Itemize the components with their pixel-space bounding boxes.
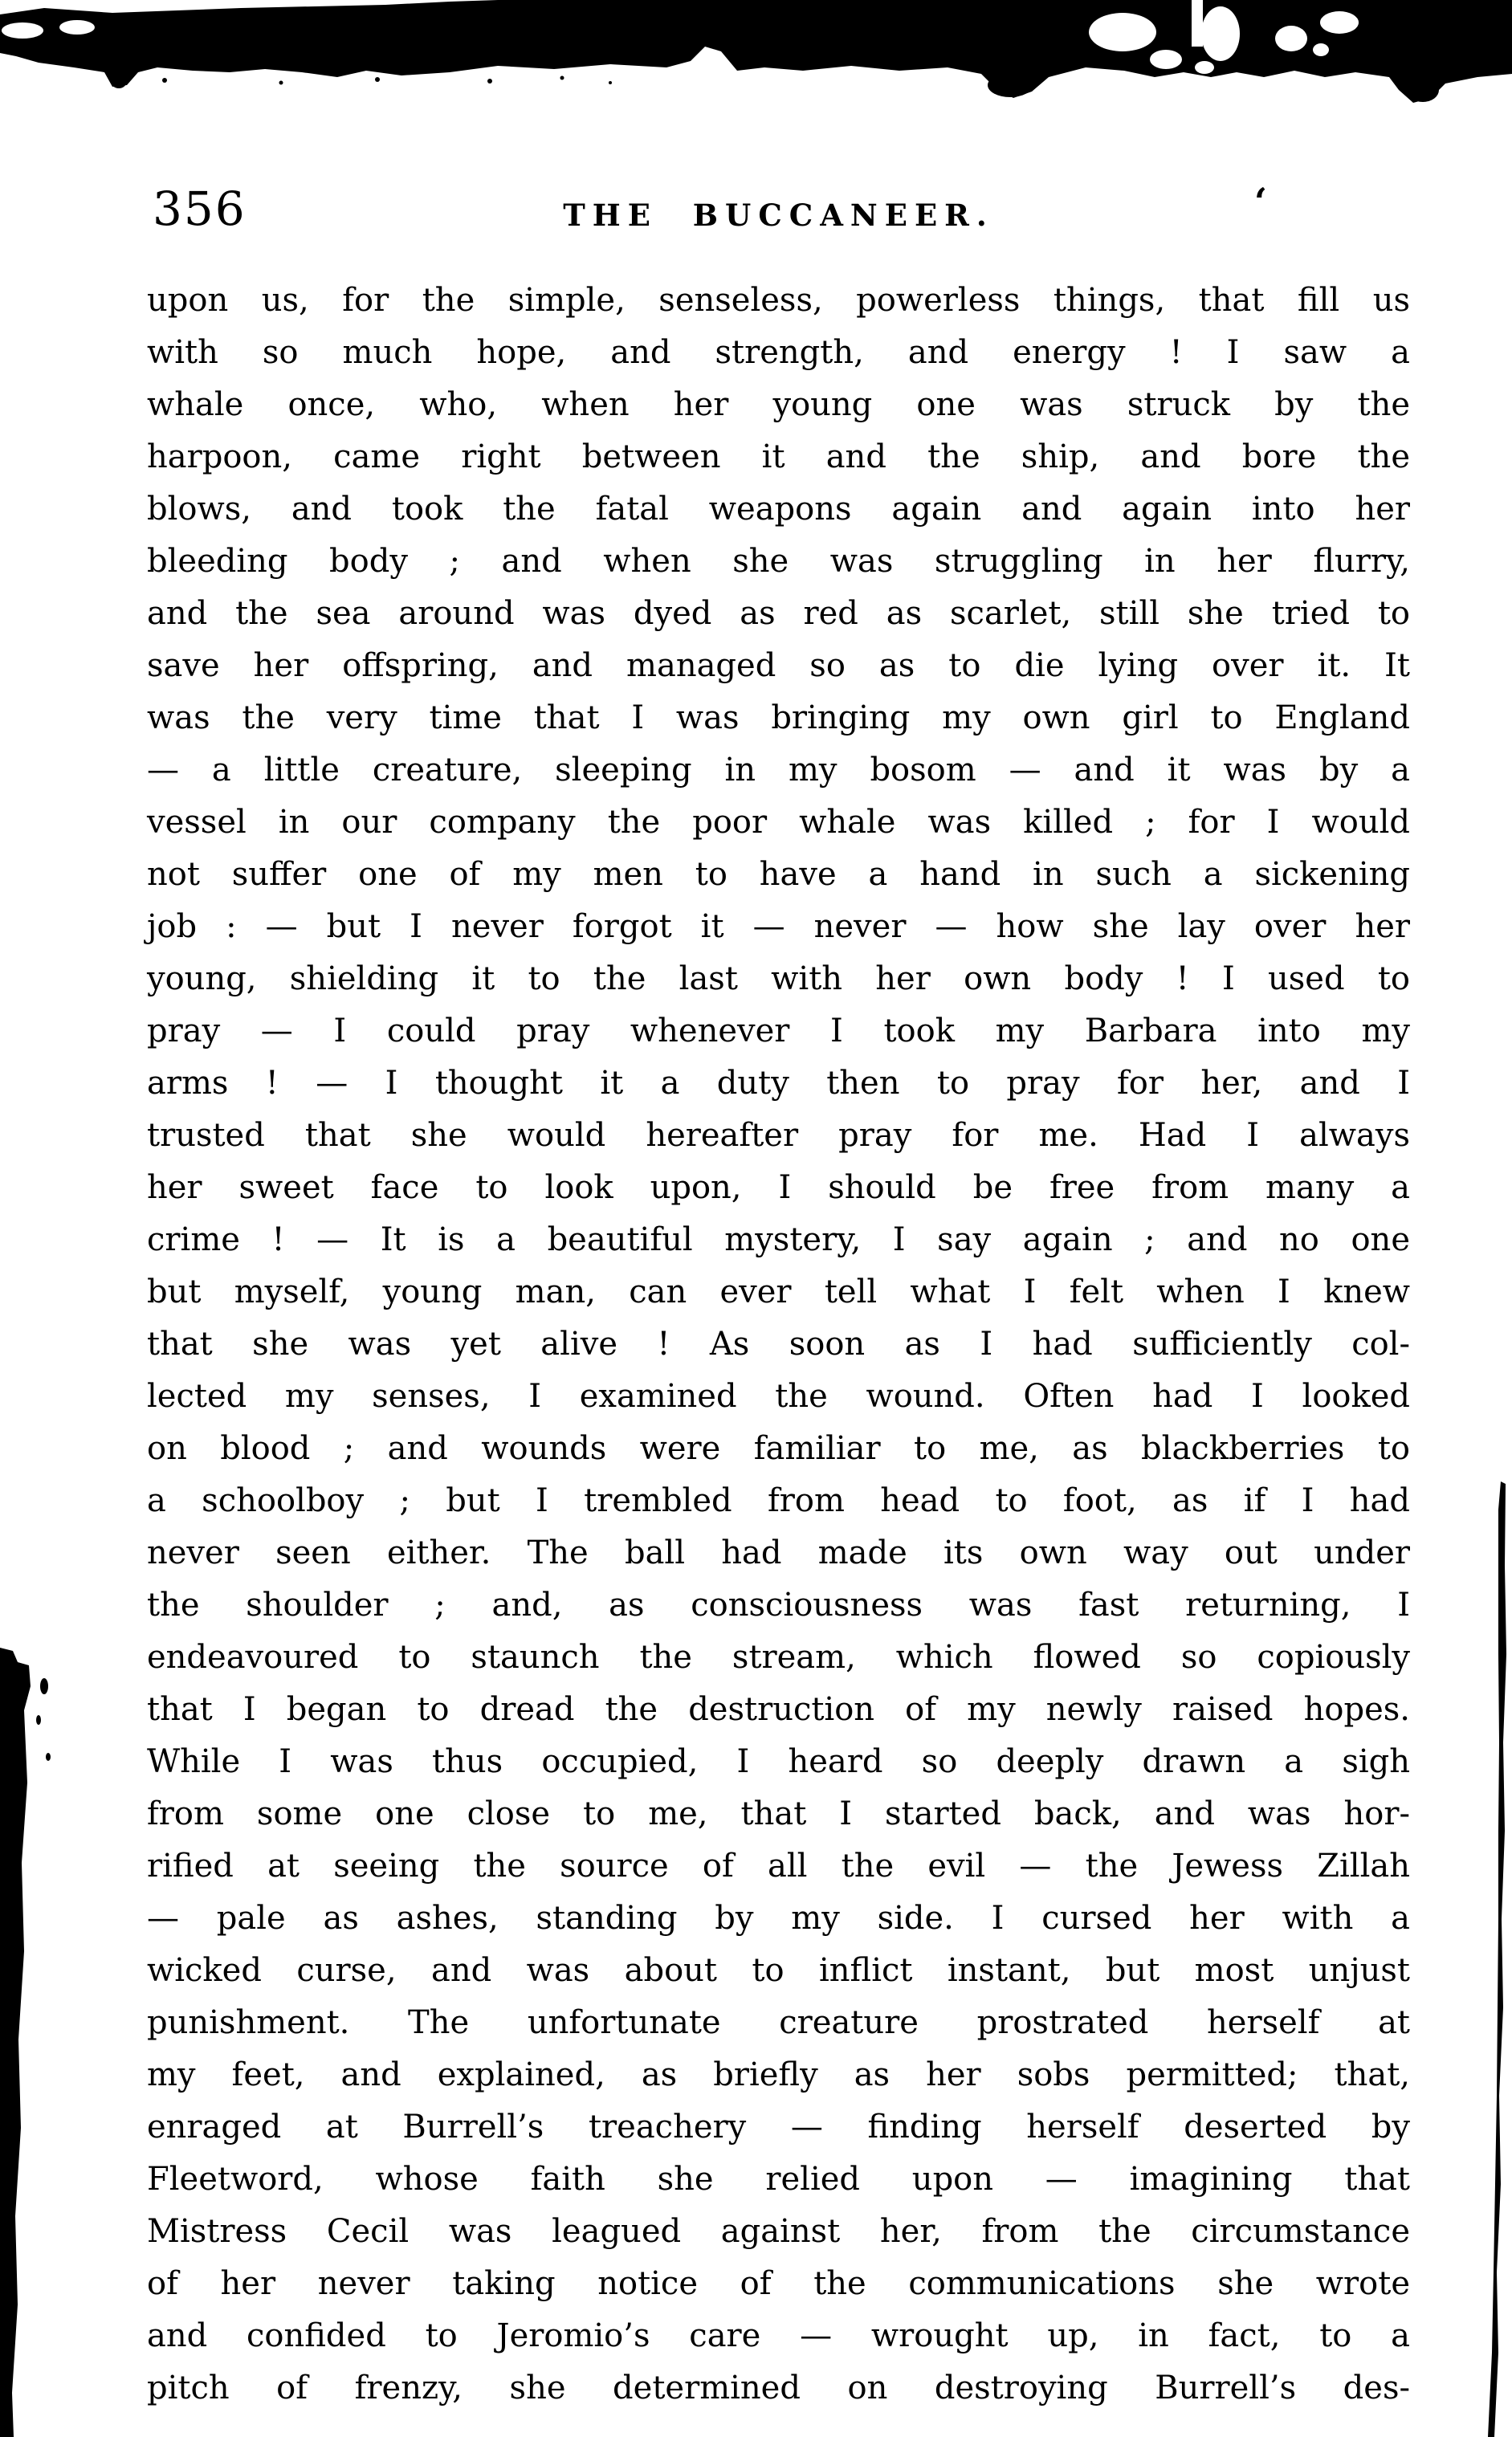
text-line-3: whale once, who, when her young one was struck by the <box>147 386 1410 423</box>
text-line-20: but myself, young man, can ever tell what I felt when I knew <box>147 1274 1410 1310</box>
page-text <box>147 275 1410 2415</box>
text-line-4: harpoon, came right between it and the ship, and bore the <box>147 438 1410 475</box>
text-line-36: enraged at Burrell’s treachery — finding herself deserted by <box>147 2109 1410 2146</box>
page-number: 356 <box>153 181 247 236</box>
text-line-11: vessel in our company the poor whale was killed ; for I would <box>147 804 1410 841</box>
text-line-9: was the very time that I was bringing my own girl to England <box>147 699 1410 736</box>
text-line-39: of her never taking notice of the communications she wrote <box>147 2265 1410 2302</box>
text-line-13: job : — but I never forgot it — never — how she lay over her <box>147 908 1410 945</box>
text-line-18: her sweet face to look upon, I should be free from many a <box>147 1169 1410 1206</box>
stray-ink-mark: ‘ <box>1254 180 1268 223</box>
text-line-33: wicked curse, and was about to inflict instant, but most unjust <box>147 1952 1410 1989</box>
text-line-30: from some one close to me, that I started back, and was hor- <box>147 1795 1410 1832</box>
text-line-19: crime ! — It is a beautiful mystery, I say again ; and no one <box>147 1221 1410 1258</box>
text-line-14: young, shielding it to the last with her own body ! I used to <box>147 960 1410 997</box>
text-line-16: arms ! — I thought it a duty then to pray for her, and I <box>147 1065 1410 1102</box>
text-line-2: with so much hope, and strength, and energy ! I saw a <box>147 334 1410 371</box>
text-line-10: — a little creature, sleeping in my bosom — and it was by a <box>147 752 1410 789</box>
text-line-31: rified at seeing the source of all the evil — the Jewess Zillah <box>147 1848 1410 1885</box>
text-line-35: my feet, and explained, as briefly as her sobs permitted; that, <box>147 2056 1410 2093</box>
text-line-28: that I began to dread the destruction of my newly raised hopes. <box>147 1691 1410 1728</box>
text-line-7: and the sea around was dyed as red as scarlet, still she tried to <box>147 595 1410 632</box>
text-line-41: pitch of frenzy, she determined on destroying Burrell’s des- <box>147 2370 1410 2406</box>
text-line-17: trusted that she would hereafter pray for me. Had I always <box>147 1117 1410 1154</box>
text-line-15: pray — I could pray whenever I took my Barbara into my <box>147 1013 1410 1049</box>
text-line-34: punishment. The unfortunate creature prostrated herself at <box>147 2004 1410 2041</box>
text-line-38: Mistress Cecil was leagued against her, from the circumstance <box>147 2213 1410 2250</box>
running-header: THE BUCCANEER. <box>563 198 994 233</box>
text-line-25: never seen either. The ball had made its own way out under <box>147 1534 1410 1571</box>
text-line-6: bleeding body ; and when she was struggling in her flurry, <box>147 543 1410 580</box>
text-line-27: endeavoured to staunch the stream, which flowed so copiously <box>147 1639 1410 1676</box>
text-line-23: on blood ; and wounds were familiar to me, as blackberries to <box>147 1430 1410 1467</box>
scan-artifact-top-band <box>0 0 1512 103</box>
text-line-26: the shoulder ; and, as consciousness was fast returning, I <box>147 1587 1410 1624</box>
scan-artifact-right-edge-line <box>1488 1481 1506 2437</box>
text-line-24: a schoolboy ; but I trembled from head to foot, as if I had <box>147 1482 1410 1519</box>
text-line-1: upon us, for the simple, senseless, powerless things, that fill us <box>147 282 1410 319</box>
text-line-8: save her offspring, and managed so as to die lying over it. It <box>147 647 1410 684</box>
text-line-22: lected my senses, I examined the wound. Often had I looked <box>147 1378 1410 1415</box>
text-line-29: While I was thus occupied, I heard so deeply drawn a sigh <box>147 1743 1410 1780</box>
text-line-5: blows, and took the fatal weapons again and again into her <box>147 491 1410 528</box>
text-line-32: — pale as ashes, standing by my side. I cursed her with a <box>147 1900 1410 1937</box>
scan-artifact-left-ink-bar <box>0 1648 51 2437</box>
text-line-21: that she was yet alive ! As soon as I had sufficiently col- <box>147 1326 1410 1363</box>
text-line-40: and confided to Jeromio’s care — wrought up, in fact, to a <box>147 2317 1410 2354</box>
text-line-37: Fleetword, whose faith she relied upon — imagining that <box>147 2161 1410 2198</box>
text-line-12: not suffer one of my men to have a hand in such a sickening <box>147 856 1410 893</box>
